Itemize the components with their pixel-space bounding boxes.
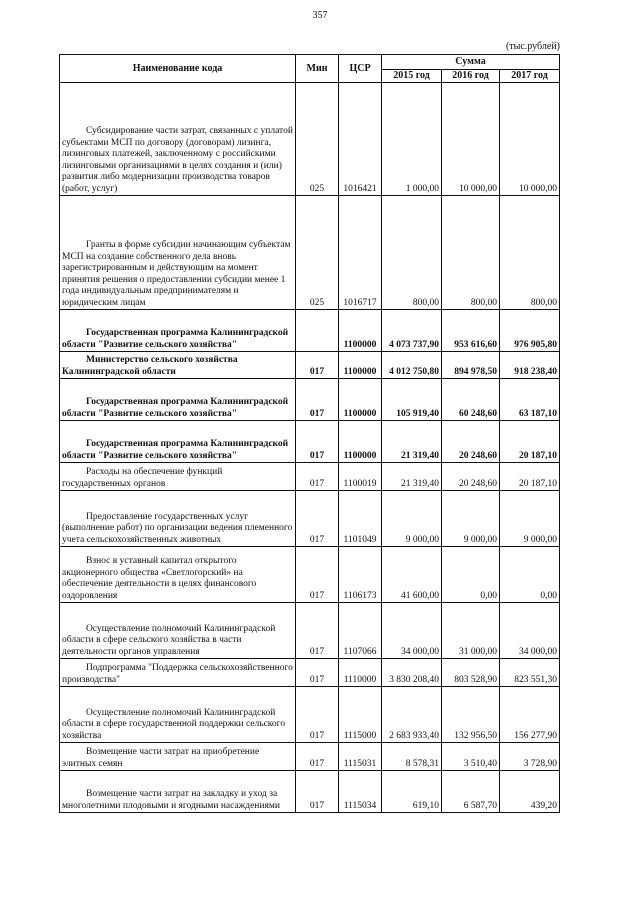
row-name: Предоставление государственных услуг (выполнение работ) по организации ведения племенного учета сельскохозяйственных животных: [60, 491, 296, 547]
row-2017: 34 000,00: [500, 603, 560, 659]
header-2017: 2017 год: [500, 70, 560, 83]
header-name: Наименование кода: [60, 55, 296, 83]
page-number: 357: [312, 10, 328, 21]
row-2017: 20 187,10: [500, 421, 560, 463]
row-2015: 21 319,40: [382, 421, 442, 463]
row-2016: 10 000,00: [442, 83, 500, 196]
row-2015: 21 319,40: [382, 463, 442, 491]
header-2016: 2016 год: [442, 70, 500, 83]
row-2015: 2 683 933,40: [382, 687, 442, 743]
row-2017: 918 238,40: [500, 352, 560, 379]
table-row: [60, 421, 560, 463]
row-2017: 976 905,80: [500, 310, 560, 352]
row-name: Субсидирование части затрат, связанных с уплатой субъектами МСП по договору (договорам) лизинга, лизинговых платежей, заключенному с российскими лизинговыми организациями в целях создания и (или) развития либо модернизации производства товаров (работ, услуг): [60, 83, 296, 196]
row-csr: 1106173: [339, 547, 382, 603]
row-name: Подпрограмма "Поддержка сельскохозяйственного производства": [60, 659, 296, 687]
row-2015: 105 919,40: [382, 379, 442, 421]
header-min: Мин: [296, 55, 339, 83]
row-csr: 1100000: [339, 352, 382, 379]
row-2015: 3 830 208,40: [382, 659, 442, 687]
row-min: [296, 310, 339, 352]
row-2016: 3 510,40: [442, 743, 500, 771]
row-2017: 823 551,30: [500, 659, 560, 687]
row-2015: 800,00: [382, 196, 442, 310]
row-min: 017: [296, 687, 339, 743]
row-min: 025: [296, 196, 339, 310]
row-csr: 1100000: [339, 421, 382, 463]
row-name: Расходы на обеспечение функций государственных органов: [60, 463, 296, 491]
row-2017: 0,00: [500, 547, 560, 603]
header-csr: ЦСР: [339, 55, 382, 83]
units-label: (тыс.рублей): [505, 41, 560, 52]
table-row: [60, 352, 560, 379]
table-row: [60, 379, 560, 421]
row-min: 017: [296, 352, 339, 379]
row-min: 017: [296, 771, 339, 813]
row-2017: 439,20: [500, 771, 560, 813]
row-min: 017: [296, 743, 339, 771]
row-min: 025: [296, 83, 339, 196]
row-2016: 31 000,00: [442, 603, 500, 659]
row-name: Государственная программа Калининградской области "Развитие сельского хозяйства": [60, 310, 296, 352]
row-2016: 132 956,50: [442, 687, 500, 743]
row-csr: 1115031: [339, 743, 382, 771]
row-csr: 1100000: [339, 379, 382, 421]
row-2016: 20 248,60: [442, 421, 500, 463]
row-2015: 8 578,31: [382, 743, 442, 771]
row-2017: 3 728,90: [500, 743, 560, 771]
row-2017: 63 187,10: [500, 379, 560, 421]
row-2016: 800,00: [442, 196, 500, 310]
row-name: Осуществление полномочий Калининградской области в сфере государственной поддержки сельского хозяйства: [60, 687, 296, 743]
row-2016: 60 248,60: [442, 379, 500, 421]
table-row: [60, 771, 560, 813]
row-2017: 156 277,90: [500, 687, 560, 743]
row-min: 017: [296, 659, 339, 687]
row-2016: 953 616,60: [442, 310, 500, 352]
row-min: 017: [296, 547, 339, 603]
row-min: 017: [296, 379, 339, 421]
row-csr: 1100019: [339, 463, 382, 491]
table-row: [60, 687, 560, 743]
header-sum: Сумма: [382, 55, 560, 70]
row-2017: 800,00: [500, 196, 560, 310]
table-row: [60, 547, 560, 603]
row-csr: 1100000: [339, 310, 382, 352]
row-name: Взнос в уставный капитал открытого акционерного общества «Светлогорский» на обеспечение деятельности в целях финансового оздоровления: [60, 547, 296, 603]
table-row: [60, 196, 560, 310]
row-name: Возмещение части затрат на приобретение элитных семян: [60, 743, 296, 771]
row-csr: 1110000: [339, 659, 382, 687]
row-name: Государственная программа Калининградской области "Развитие сельского хозяйства": [60, 421, 296, 463]
row-name: Гранты в форме субсидии начинающим субъектам МСП на создание собственного дела вновь зарегистрированным и действующим на момент принятия решения о предоставлении субсидии менее 1 года индивидуальным предпринимателям и юридическим лицам: [60, 196, 296, 310]
table-row: [60, 659, 560, 687]
row-2017: 10 000,00: [500, 83, 560, 196]
table-row: [60, 603, 560, 659]
row-2016: 9 000,00: [442, 491, 500, 547]
row-2016: 6 587,70: [442, 771, 500, 813]
header-2015: 2015 год: [382, 70, 442, 83]
row-csr: 1115034: [339, 771, 382, 813]
row-csr: 1115000: [339, 687, 382, 743]
row-name: Возмещение части затрат на закладку и уход за многолетними плодовыми и ягодными насаждениями: [60, 771, 296, 813]
row-2015: 1 000,00: [382, 83, 442, 196]
row-2017: 9 000,00: [500, 491, 560, 547]
row-csr: 1016421: [339, 83, 382, 196]
row-min: 017: [296, 603, 339, 659]
table-row: [60, 491, 560, 547]
row-2015: 619,10: [382, 771, 442, 813]
row-min: 017: [296, 463, 339, 491]
table-row: [60, 463, 560, 491]
row-2015: 4 012 750,80: [382, 352, 442, 379]
row-2016: 20 248,60: [442, 463, 500, 491]
row-2016: 894 978,50: [442, 352, 500, 379]
row-name: Осуществление полномочий Калининградской области в сфере сельского хозяйства в части деятельности органов управления: [60, 603, 296, 659]
budget-table: [59, 54, 560, 813]
row-csr: 1016717: [339, 196, 382, 310]
row-min: 017: [296, 491, 339, 547]
row-min: 017: [296, 421, 339, 463]
row-csr: 1107066: [339, 603, 382, 659]
table-row: [60, 83, 560, 196]
table-row: [60, 310, 560, 352]
row-2015: 34 000,00: [382, 603, 442, 659]
row-2016: 0,00: [442, 547, 500, 603]
row-2016: 803 528,90: [442, 659, 500, 687]
row-2017: 20 187,10: [500, 463, 560, 491]
row-2015: 41 600,00: [382, 547, 442, 603]
row-csr: 1101049: [339, 491, 382, 547]
row-2015: 9 000,00: [382, 491, 442, 547]
row-name: Государственная программа Калининградской области "Развитие сельского хозяйства": [60, 379, 296, 421]
row-name: Министерство сельского хозяйства Калининградской области: [60, 352, 296, 379]
table-row: [60, 743, 560, 771]
row-2015: 4 073 737,90: [382, 310, 442, 352]
